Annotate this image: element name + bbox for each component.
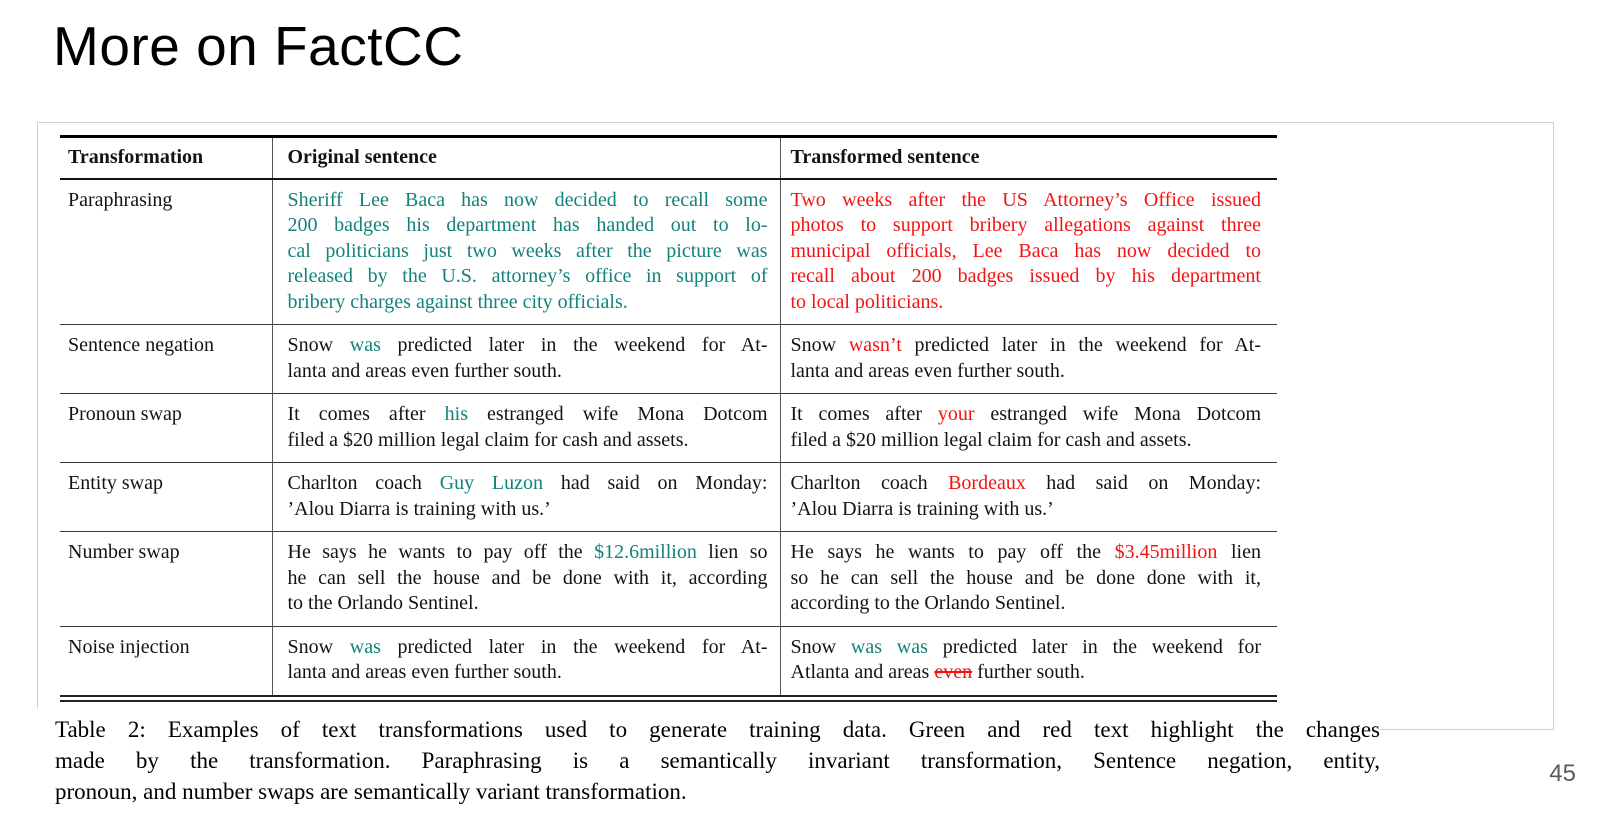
text-segment: ’Alou Diarra is training with us.’ [287, 497, 551, 520]
sentence-line [791, 497, 1262, 523]
page-number: 45 [1549, 760, 1576, 787]
transformation-cell: Sentence negation [68, 334, 215, 356]
text-segment: Snow [790, 334, 849, 356]
text-segment: according to the Orlando Sentinel. [790, 592, 1066, 614]
caption-line: Table 2: Examples of text transformations used to generate training data. Green and red text highlight the changes [55, 717, 1380, 742]
text-segment: his [444, 403, 468, 425]
text-segment: predicted later in the weekend for [927, 635, 1261, 658]
transformed-sentence-cell [780, 394, 1277, 463]
text-segment: even [934, 661, 973, 683]
sentence-line [791, 428, 1262, 454]
figure-box [37, 122, 1554, 730]
text-segment: estranged wife Mona Dotcom [467, 403, 768, 425]
text-segment: to local politicians. [790, 290, 944, 313]
table-row [60, 394, 1277, 463]
text-segment: Guy Luzon [439, 472, 544, 494]
sentence-line [288, 290, 768, 316]
text-segment: lien [1217, 541, 1261, 563]
original-sentence-cell [272, 179, 780, 325]
sentence-line [791, 540, 1262, 566]
text-segment: to the Orlando Sentinel. [287, 592, 479, 614]
sentence-line [288, 540, 768, 566]
sentence-line [791, 213, 1262, 239]
sentence-line [288, 359, 768, 385]
text-segment: predicted later in the weekend for At- [380, 334, 768, 356]
text-segment: lanta and areas even further south. [790, 359, 1065, 382]
sentence-line [791, 402, 1262, 428]
text-segment: He says he wants to pay off the [287, 541, 595, 563]
sentence-line [288, 635, 768, 661]
text-segment: lien so [696, 541, 768, 563]
sentence-line [791, 660, 1262, 686]
transformation-cell: Entity swap [68, 472, 163, 494]
table-row [60, 532, 1277, 627]
table-row [60, 463, 1277, 532]
text-segment: was [349, 635, 381, 658]
text-segment: ’Alou Diarra is training with us.’ [790, 497, 1054, 520]
transformed-sentence-cell [780, 463, 1277, 532]
caption-line: pronoun, and number swaps are semantically variant transformation. [55, 779, 687, 804]
sentence-line [288, 591, 768, 617]
text-segment: It comes after [790, 403, 938, 425]
sentence-line [791, 359, 1262, 385]
table-header-row [60, 137, 1277, 179]
column-header-transformed-sentence: Transformed sentence [780, 137, 1277, 179]
caption-line: made by the transformation. Paraphrasing is a semantically invariant transformation, Sentence negation, entity, [55, 748, 1380, 773]
sentence-line [791, 566, 1262, 592]
text-segment: bribery charges against three city officials. [287, 290, 628, 313]
text-segment: had said on Monday: [543, 472, 768, 494]
text-segment: Atlanta and areas [790, 661, 935, 683]
sentence-line [791, 471, 1262, 497]
sentence-line [288, 660, 768, 686]
transformation-cell: Noise injection [68, 635, 190, 658]
text-segment: He says he wants to pay off the [790, 541, 1115, 563]
transformations-table [60, 135, 1277, 702]
text-segment: Charlton coach [790, 472, 949, 494]
text-segment: Sheriff Lee Baca has now decided to recall some [287, 188, 768, 211]
original-sentence-cell [272, 463, 780, 532]
text-segment: further south. [972, 661, 1085, 683]
sentence-line [288, 471, 768, 497]
slide-title: More on FactCC [53, 15, 464, 77]
sentence-line [288, 213, 768, 239]
original-sentence-cell [272, 394, 780, 463]
transformed-sentence-cell [780, 179, 1277, 325]
text-segment: lanta and areas even further south. [287, 359, 562, 382]
text-segment: he can sell the house and be done with it, according [287, 566, 768, 589]
table-row [60, 179, 1277, 325]
sentence-line [288, 188, 768, 214]
text-segment: cal politicians just two weeks after the picture was [287, 239, 768, 262]
transformation-cell: Paraphrasing [68, 188, 173, 211]
sentence-line [791, 290, 1262, 316]
text-segment: had said on Monday: [1025, 472, 1262, 494]
text-segment: predicted later in the weekend for At- [380, 635, 768, 658]
transformation-cell: Number swap [68, 541, 180, 563]
text-segment: municipal officials, Lee Baca has now decided to [790, 239, 1261, 262]
text-segment: lanta and areas even further south. [287, 661, 562, 683]
transformation-cell: Pronoun swap [68, 403, 182, 425]
text-segment: $12.6million [594, 541, 697, 563]
sentence-line [791, 591, 1262, 617]
text-segment: wasn’t [848, 334, 902, 356]
text-segment: Snow [790, 635, 851, 658]
sentence-line [288, 402, 768, 428]
text-segment: It comes after [287, 403, 445, 425]
sentence-line [288, 428, 768, 454]
text-segment: was was [850, 635, 928, 658]
sentence-line [288, 566, 768, 592]
sentence-line [791, 239, 1262, 265]
transformed-sentence-cell [780, 532, 1277, 627]
column-header-original-sentence: Original sentence [272, 137, 780, 179]
sentence-line [791, 188, 1262, 214]
sentence-line [791, 635, 1262, 661]
text-segment: estranged wife Mona Dotcom [974, 403, 1261, 425]
table-row [60, 626, 1277, 698]
text-segment: your [937, 403, 975, 425]
sentence-line [791, 264, 1262, 290]
transformed-sentence-cell [780, 626, 1277, 698]
sentence-line [288, 239, 768, 265]
transformed-sentence-cell [780, 325, 1277, 394]
text-segment: Snow [287, 635, 350, 658]
text-segment: photos to support bribery allegations against three [790, 214, 1261, 236]
text-segment: Charlton coach [287, 472, 440, 494]
text-segment: so he can sell the house and be done done with it, [790, 566, 1261, 589]
text-segment: Bordeaux [948, 472, 1026, 494]
column-header-transformation: Transformation [68, 146, 204, 168]
text-segment: released by the U.S. attorney’s office in support of [287, 265, 768, 287]
text-segment: $3.45million [1114, 541, 1218, 563]
text-segment: predicted later in the weekend for At- [901, 334, 1261, 356]
text-segment: was [349, 334, 381, 356]
original-sentence-cell [272, 325, 780, 394]
sentence-line [288, 264, 768, 290]
table-caption [37, 708, 1380, 807]
sentence-line [288, 497, 768, 523]
text-segment: 200 badges his department has handed out to lo- [287, 214, 768, 236]
original-sentence-cell [272, 532, 780, 627]
text-segment: recall about 200 badges issued by his department [790, 265, 1261, 287]
text-segment: filed a $20 million legal claim for cash and assets. [287, 428, 689, 451]
text-segment: Snow [287, 334, 350, 356]
sentence-line [288, 333, 768, 359]
text-segment: Two weeks after the US Attorney’s Office issued [790, 188, 1261, 211]
text-segment: filed a $20 million legal claim for cash and assets. [790, 428, 1192, 451]
table-row [60, 325, 1277, 394]
sentence-line [791, 333, 1262, 359]
original-sentence-cell [272, 626, 780, 698]
